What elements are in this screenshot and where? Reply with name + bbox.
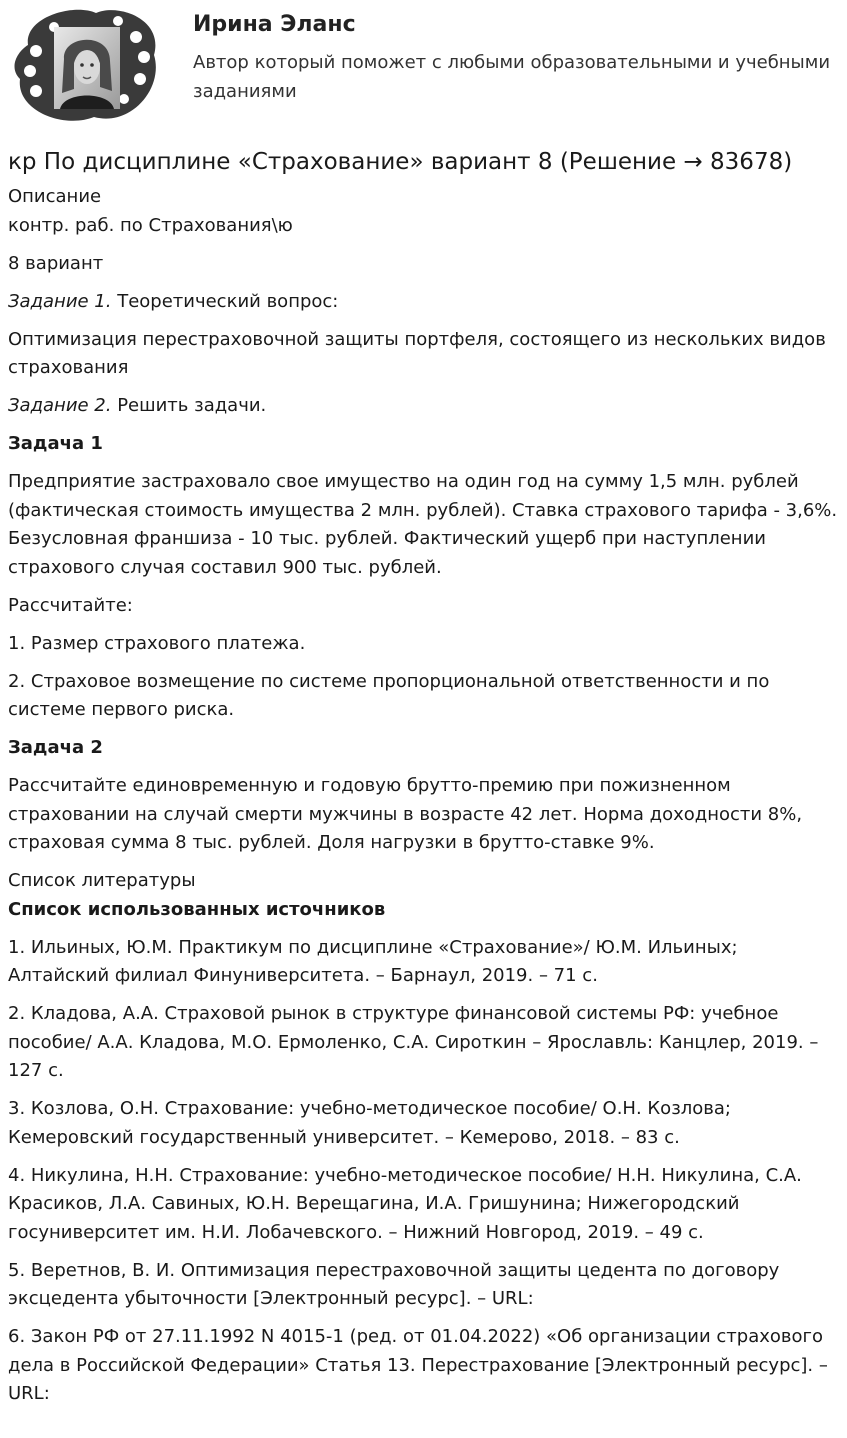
problem1-text: Предприятие застраховало свое имущество на один год на сумму 1,5 млн. рублей (фактическая стоимость имущества 2 млн. рублей). Ставка страхового тарифа - 3,6%. Безусловная франшиза - 10 тыс. рублей. Фактический ущерб при наступлении страхового случая составил 900 тыс. рублей. <box>8 471 838 578</box>
literature-heading: Список литературы <box>8 870 196 891</box>
task1-text: Теоретический вопрос: <box>111 290 339 312</box>
author-name: Ирина Эланс <box>193 12 356 37</box>
description-heading: Описание <box>8 186 102 207</box>
task1-label: Задание 1. <box>8 290 112 312</box>
source-item: 4. Никулина, Н.Н. Страхование: учебно-методическое пособие/ Н.Н. Никулина, С.А. Красиков, Л.А. Савиных, Ю.Н. Верещагина, И.А. Гришунина; Нижегородский госуниверситет им. Н.И. Лобачевского. – Нижний Новгород, 2019. – 49 с. <box>8 1164 802 1243</box>
author-card <box>8 0 839 130</box>
problem2-text: Рассчитайте единовременную и годовую брутто-премию при пожизненном страховании на случай смерти мужчины в возрасте 42 лет. Норма доходности 8%, страховая сумма 8 тыс. рублей. Доля нагрузки в брутто-ставке 9%. <box>8 775 803 853</box>
source-item: 5. Веретнов, В. И. Оптимизация перестраховочной защиты цедента по договору эксцедента убыточности [Электронный ресурс]. – URL: <box>8 1259 780 1309</box>
source-item: 3. Козлова, О.Н. Страхование: учебно-методическое пособие/ О.Н. Козлова; Кемеровский государственный университет. – Кемерово, 2018. – 83 с. <box>8 1098 731 1148</box>
task1-line <box>8 288 839 317</box>
task1-question: Оптимизация перестраховочной защиты портфеля, состоящего из нескольких видов страхования <box>8 328 826 378</box>
sources-heading: Список использованных источников <box>8 898 386 920</box>
task2-line <box>8 392 839 421</box>
calc-item-1: 1. Размер страхового платежа. <box>8 632 306 654</box>
author-description: Автор который поможет с любыми образовательными и учебными заданиями <box>193 52 831 102</box>
page-title: кр По дисциплине «Страхование» вариант 8 (Решение → 83678) <box>8 149 793 175</box>
source-item: 2. Кладова, А.А. Страховой рынок в структуре финансовой системы РФ: учебное пособие/ А.А. Кладова, М.О. Ермоленко, С.А. Сироткин – Ярославль: Канцлер, 2019. – 127 с. <box>8 1003 819 1081</box>
problem2-heading: Задача 2 <box>8 737 103 758</box>
problem1-heading: Задача 1 <box>8 433 103 454</box>
source-item: 6. Закон РФ от 27.11.1992 N 4015-1 (ред. от 01.04.2022) «Об организации страхового дела в Российской Федерации» Статья 13. Перестрахование [Электронный ресурс]. – URL: <box>8 1326 828 1404</box>
description-body <box>8 212 839 858</box>
task2-text: Решить задачи. <box>111 395 267 416</box>
variant-label: 8 вариант <box>8 252 104 274</box>
sources-list <box>8 934 839 1409</box>
calc-label: Рассчитайте: <box>8 594 133 616</box>
description-line: контр. раб. по Страхования\ю <box>8 214 293 236</box>
task2-label: Задание 2. <box>8 395 112 416</box>
calc-item-2: 2. Страховое возмещение по системе пропорциональной ответственности и по системе первого риска. <box>8 670 770 720</box>
author-avatar <box>14 7 160 125</box>
source-item: 1. Ильиных, Ю.М. Практикум по дисциплине «Страхование»/ Ю.М. Ильиных; Алтайский филиал Финуниверситета. – Барнаул, 2019. – 71 с. <box>8 936 738 986</box>
